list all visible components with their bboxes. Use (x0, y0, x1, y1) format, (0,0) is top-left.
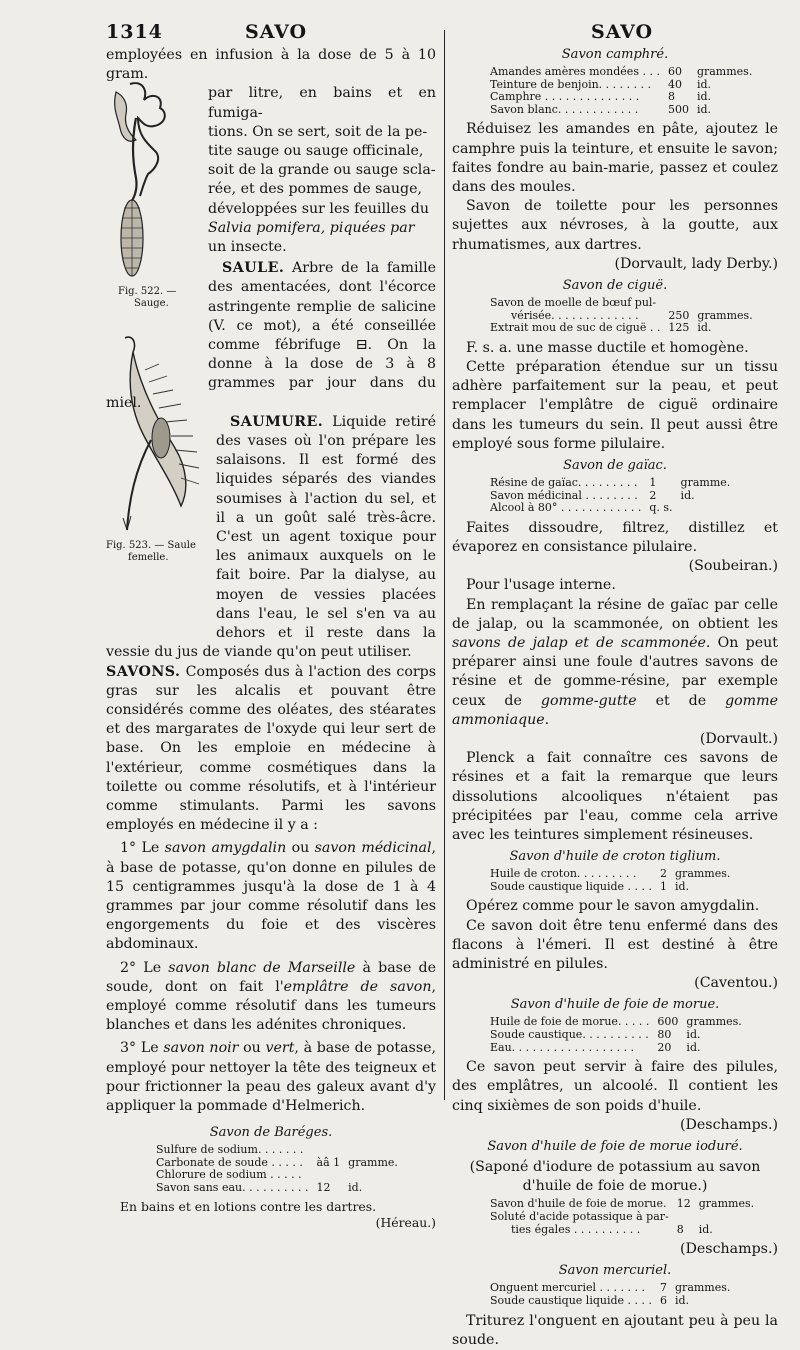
ingredient-row (156, 1144, 398, 1157)
variants-text-b: . On peut préparer ainsi une foule d'autres savons de résine et de gomme-résine, par exemple ceux de (452, 635, 778, 709)
ingredient-qty: 6 (660, 1294, 668, 1308)
gaiac-author-2: (Dorvault.) (699, 731, 778, 748)
recipe-table-iodure (490, 1198, 754, 1236)
item-2-text-b: , employé comme résolutif dans les tumeurs blanches et dans les adénites chroniques. (106, 978, 436, 1034)
figure-522-caption-line2: Sauge. (134, 298, 169, 309)
ingredient-name: Savon médicinal . . . . . . . . (490, 488, 638, 502)
ingredient-unit: grammes. (675, 1281, 731, 1295)
ingredient-unit: grammes. (696, 65, 753, 78)
ingredient-unit: id. (696, 102, 712, 116)
ingredient-unit: id. (348, 1180, 363, 1194)
recipe-title-croton: Savon d'huile de croton tiglium. (509, 849, 721, 865)
recipe-title-cigue: Savon de ciguë. (562, 278, 668, 293)
ingredient-row (490, 1295, 730, 1308)
item-1-number: 1° (120, 840, 137, 857)
ingredient-row (490, 868, 730, 881)
ingredient-qty: 250 (668, 308, 690, 322)
item-2-term: savon blanc de Marseille (168, 959, 356, 976)
sauge-text-line-5: soit de la grande ou sauge scla- (208, 162, 436, 179)
ingredient-qty: 2 (660, 867, 668, 881)
gaiac-usage: Pour l'usage interne. (466, 577, 616, 594)
ingredient-row (490, 1042, 742, 1055)
variants-text-d: . (544, 711, 550, 728)
item-2-word: Le (143, 959, 162, 976)
ingredient-name: Savon d'huile de foie de morue. (490, 1197, 667, 1211)
recipe-title-mercuriel: Savon mercuriel. (558, 1263, 672, 1279)
sauge-text-line-2: par litre, en bains et en fumiga- (208, 85, 436, 121)
recipe-table-gaiac (490, 477, 730, 515)
sauge-text-line-1: employées en infusion à la dose de 5 à 10 gram. (106, 47, 436, 83)
iodure-subtitle: (Saponé d'iodure de potassium au savon d'huile de foie de morue.) (469, 1159, 761, 1195)
ingredient-unit: gramme. (680, 476, 731, 489)
ingredient-unit: gramme. (348, 1155, 398, 1169)
item-1-text: , à base de potasse, qu'on donne en pilules de 15 centigrammes jusqu'à la dose de 1 à 4 grammes par jour comme résolutif dans les engorgements du foie et des viscères abdominaux. (106, 840, 437, 953)
ingredient-qty: 600 (657, 1015, 679, 1029)
left-column (106, 46, 436, 1231)
ingredient-row (490, 1211, 754, 1224)
column-divider (444, 30, 445, 1100)
ingredient-unit: grammes. (675, 867, 731, 881)
ingredient-unit (689, 297, 752, 310)
ingredient-row (490, 322, 753, 335)
item-3-conj: ou (243, 1040, 261, 1057)
ingredient-unit (340, 1144, 398, 1157)
ingredient-qty: 125 (668, 321, 690, 335)
item-3-term: savon noir (163, 1040, 239, 1057)
ingredient-unit: id. (686, 1028, 701, 1042)
variants-text-a: En remplaçant la résine de gaïac par celle de jalap, ou la scammonée, on obtient les (452, 596, 778, 632)
ingredient-unit: id. (680, 488, 695, 502)
ingredient-row (156, 1182, 398, 1195)
figure-523-caption-line1: Fig. 523. — Saule (106, 540, 196, 551)
sauge-text-line-9: un insecte. (208, 239, 287, 256)
ingredient-qty: 40 (667, 77, 682, 91)
ingredient-name: Camphre . . . . . . . . . . . . . . (490, 90, 640, 104)
ingredient-qty: 12 (676, 1197, 691, 1211)
ingredient-row (490, 502, 730, 515)
bareges-author: (Héreau.) (375, 1214, 436, 1230)
ingredient-name: vérisée. . . . . . . . . . . . . (490, 308, 639, 322)
ingredient-qty: àâ 1 (316, 1155, 341, 1169)
item-3-word: Le (140, 1040, 159, 1057)
croton-storage: Ce savon doit être tenu enfermé dans des flacons à l'émeri. Il est destiné à être administré en pilules. (452, 917, 778, 973)
cigue-text: Cette préparation étendue sur un tissu adhère parfaitement sur la peau, et peut remplacer l'emplâtre de ciguë ordinaire dans les tumeurs du sein. Il peut aussi être employé sous forme pilulaire. (452, 358, 778, 452)
item-1-word: Le (141, 840, 160, 857)
ingredient-row (490, 297, 753, 310)
ingredient-name: Huile de foie de morue. . . . . (490, 1015, 650, 1029)
recipe-table-cigue (490, 297, 753, 335)
recipe-title-morue: Savon d'huile de foie de morue. (510, 997, 720, 1013)
variants-term-3: gomme ammoniaque (452, 692, 778, 728)
recipe-table-croton (490, 868, 730, 893)
item-3-number: 3° (120, 1040, 137, 1057)
recipe-title-iodure: Savon d'huile de foie de morue ioduré. (487, 1139, 743, 1155)
ingredient-qty: 1 (649, 476, 657, 489)
ingredient-name: Extrait mou de suc de ciguë . . (490, 321, 661, 335)
camphre-instructions: Réduisez les amandes en pâte, ajoutez le camphre puis la teinture, et ensuite le savon; faites fondre au bain-marie, passez et coulez dans des moules. (452, 121, 778, 195)
ingredient-qty (669, 1211, 691, 1224)
item-1-term-2: savon médicinal (314, 840, 432, 857)
cigue-fsa: F. s. a. une masse ductile et homogène. (466, 339, 749, 356)
item-3-term-2: vert (265, 1040, 295, 1057)
sauge-text-line-4: tite sauge ou sauge officinale, (208, 143, 424, 160)
ingredient-qty: 20 (657, 1040, 672, 1054)
ingredient-name: Soude caustique liquide . . . . (490, 879, 653, 893)
ingredient-name: Alcool à 80° . . . . . . . . . . . . (490, 501, 642, 515)
savons-item-2 (106, 959, 436, 1036)
ingredient-unit: id. (696, 77, 712, 91)
ingredient-name: Savon blanc. . . . . . . . . . . . (490, 102, 639, 116)
item-2-term-2: emplâtre de savon (283, 978, 432, 995)
gaiac-variants (452, 596, 778, 730)
ingredient-qty: 7 (660, 1281, 668, 1295)
ingredient-name: Sulfure de sodium. . . . . . . (156, 1143, 304, 1157)
ingredient-qty: q. s. (649, 501, 673, 515)
ingredient-unit: id. (675, 879, 690, 893)
ingredient-row (490, 1029, 742, 1042)
ingredient-unit (673, 502, 731, 515)
ingredient-unit: grammes. (686, 1015, 742, 1029)
ingredient-row (490, 91, 752, 104)
ingredient-qty: 8 (667, 90, 675, 104)
figure-522-caption-line1: Fig. 522. — (118, 286, 177, 297)
page-number: 1314 (106, 21, 163, 43)
ingredient-unit: id. (698, 1222, 713, 1236)
ingredient-qty: 80 (657, 1028, 672, 1042)
ingredient-qty: 2 (649, 488, 657, 502)
gaiac-author: (Soubeiran.) (688, 558, 778, 575)
item-2-number: 2° (120, 959, 137, 976)
ingredient-name: Eau. . . . . . . . . . . . . . . . . . (490, 1040, 635, 1054)
recipe-title-gaiac: Savon de gaïac. (563, 458, 667, 473)
variants-term-1: savons de jalap et de scammonée (452, 635, 706, 651)
mercuriel-instructions: Triturez l'onguent en ajoutant peu à peu la soude. (452, 1312, 778, 1348)
ingredient-unit (691, 1211, 754, 1224)
ingredient-row (490, 66, 752, 79)
iodure-author: (Deschamps.) (680, 1241, 778, 1258)
sauge-text-line-8: Salvia pomifera, piquées par (208, 219, 415, 236)
savons-item-1 (106, 839, 436, 954)
ingredient-row (490, 1224, 754, 1237)
ingredient-name: ties égales . . . . . . . . . . (490, 1222, 641, 1236)
morue-text: Ce savon peut servir à faire des pilules, des emplâtres, un alcoolé. Il contient les cinq sixièmes de son poids d'huile. (452, 1059, 778, 1114)
recipe-table-mercuriel (490, 1282, 730, 1307)
right-running-title: SAVO (591, 21, 654, 43)
entry-saumure-headword: SAUMURE. (230, 413, 324, 430)
ingredient-unit: grammes. (697, 308, 753, 322)
morue-author: (Deschamps.) (680, 1116, 778, 1133)
ingredient-name: Résine de gaïac. . . . . . . . . (490, 476, 638, 489)
recipe-title-bareges: Savon de Baréges. (209, 1125, 333, 1141)
entry-saule-headword: SAULE. (222, 260, 285, 277)
savons-item-3 (106, 1039, 436, 1116)
ingredient-row (490, 477, 730, 490)
ingredient-unit: id. (697, 321, 712, 335)
ingredient-qty: 1 (660, 879, 668, 893)
variants-text-c: et de (655, 692, 707, 709)
item-1-conj: ou (291, 840, 310, 857)
figure-space-2 (106, 413, 216, 633)
croton-instructions: Opérez comme pour le savon amygdalin. (466, 898, 760, 915)
ingredient-row (490, 104, 752, 117)
ingredient-name: Chlorure de sodium . . . . . (156, 1168, 302, 1182)
entry-saule-text: Arbre de la famille des amentacées, dont l'écorce astringente remplie de salicine (V. ce mot), a été conseillée comme fébrifuge ⊟. On la donne à la dose de 3 à 8 grammes par jour dans du miel. (106, 260, 437, 411)
entry-saumure-text: Liquide retiré des vases où l'on prépare les salaisons. Il est formé des liquides séparés des viandes soumises à l'action du sel, et il a un goût salé très-âcre. C'est un agent toxique pour les animaux auxquels on le fait boire. Par la dialyse, au moyen de vessies placées dans l'eau, le sel s'en va au dehors et il reste dans la vessie du jus de viande qu'on peut utiliser. (106, 413, 436, 661)
figure-space (106, 84, 208, 384)
ingredient-name: Savon sans eau. . . . . . . . . . (156, 1180, 309, 1194)
ingredient-name: Huile de croton. . . . . . . . . (490, 867, 637, 881)
ingredient-qty: 8 (676, 1222, 684, 1236)
figure-523-caption-line2: femelle. (128, 552, 169, 563)
recipe-table-bareges (156, 1144, 398, 1194)
recipe-title-camphre: Savon camphré. (561, 47, 669, 62)
ingredient-unit: grammes. (698, 1197, 755, 1211)
ingredient-qty: 500 (667, 102, 689, 116)
ingredient-name: Savon de moelle de bœuf pul- (490, 296, 657, 309)
gaiac-instructions: Faites dissoudre, filtrez, distillez et évaporez en consistance pilulaire. (452, 519, 778, 555)
sauge-text-line-6: rée, et des pommes de sauge, (208, 181, 423, 198)
sauge-text-line-7: développées sur les feuilles du (208, 200, 429, 217)
item-1-term: savon amygdalin (164, 840, 287, 857)
croton-author: (Caventou.) (694, 975, 778, 992)
right-column (452, 46, 778, 1350)
ingredient-name: Amandes amères mondées . . . (490, 65, 660, 78)
ingredient-qty (660, 297, 689, 310)
ingredient-qty (309, 1144, 341, 1157)
ingredient-qty: 60 (667, 65, 682, 78)
sauge-text-line-3: tions. On se sert, soit de la pe- (208, 123, 428, 140)
recipe-table-camphre (490, 66, 752, 116)
ingredient-name: Carbonate de soude . . . . . (156, 1155, 303, 1169)
item-3-text: , à base de potasse, employé pour nettoyer la tête des teigneux et pour frictionner la peau des galeux avant d'y appliquer la pommade d'Helmerich. (106, 1040, 437, 1114)
camphre-author: (Dorvault, lady Derby.) (614, 255, 778, 272)
ingredient-unit: id. (696, 90, 712, 104)
ingredient-name: Teinture de benjoin. . . . . . . . (490, 77, 652, 91)
entry-savons (106, 663, 436, 836)
bareges-usage: En bains et en lotions contre les dartres. (120, 1198, 377, 1214)
ingredient-unit: id. (675, 1294, 690, 1308)
ingredient-name: Soluté d'acide potassique à par- (490, 1210, 669, 1224)
ingredient-name: Soude caustique. . . . . . . . . . (490, 1028, 649, 1042)
recipe-table-morue (490, 1016, 742, 1054)
entry-savons-text: Composés dus à l'action des corps gras sur les alcalis et pouvant être considérés comme des oléates, des stéarates et des margarates de l'oxyde qui leur sert de base. On les emploie en médecine à l'extérieur, comme cosmétiques dans la toilette ou comme résolutifs, et à l'intérieur comme stimulants. Parmi les savons employés en médecine il y a : (106, 663, 437, 834)
plenck-text: Plenck a fait connaître ces savons de résines et a fait la remarque que leurs dissolutions alcooliques n'étaient pas précipitées par l'eau, comme cela arrive avec les teintures simplement résineuses. (452, 750, 778, 844)
camphre-usage: Savon de toilette pour les personnes sujettes aux névroses, à la goutte, aux rhumatismes, aux dartres. (452, 198, 778, 253)
item-2-text-a: à base de soude, dont on fait l' (106, 959, 436, 995)
variants-term-2: gomme-gutte (540, 692, 637, 709)
ingredient-name: Onguent mercuriel . . . . . . . (490, 1281, 645, 1295)
ingredient-name: Soude caustique liquide . . . . (490, 1294, 653, 1308)
ingredient-row (490, 881, 730, 894)
left-running-title: SAVO (245, 21, 308, 43)
entry-savons-headword: SAVONS. (106, 663, 181, 680)
ingredient-qty: 12 (316, 1180, 331, 1194)
ingredient-unit: id. (686, 1040, 701, 1054)
